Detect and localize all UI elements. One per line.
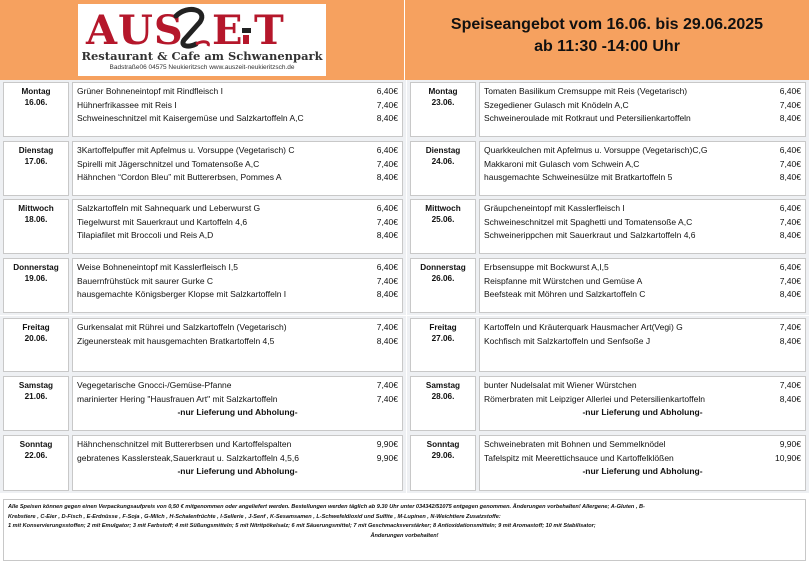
menu-item: [484, 144, 801, 158]
menu-item: [484, 202, 801, 216]
dish-price: 7,40€: [779, 158, 801, 169]
menu-item: [77, 452, 398, 466]
footer-line: 1 mit Konservierungsstoffen; 2 mit Emulgator; 3 mit Farbstoff; 4 mit Süßungsmitteln; 5 mit Nitritpökelsalz; 6 mit Säuerungsmittel; 7 mit Geschmacksverstärker; 8 Antioxidationsmitteln; 9 mit Aromastoff; 10 mit Stabilisator;: [8, 523, 596, 530]
dish-price: 10,90€: [775, 452, 801, 463]
day-cell: [410, 199, 476, 254]
day-cell: [3, 199, 69, 254]
dish-price: 8,40€: [779, 172, 801, 182]
dish-name: Makkaroni mit Gulasch vom Schwein A,C: [484, 158, 640, 169]
day-name: Dienstag: [425, 146, 461, 155]
day-date: 18.06.: [24, 215, 48, 224]
footer-line: Änderungen vorbehalten!: [370, 532, 439, 539]
page-subtitle-time: ab 11:30 -14:00 Uhr: [534, 38, 680, 55]
dish-price: 8,40€: [779, 113, 801, 123]
menu-item: [77, 85, 398, 99]
menu-item: [77, 202, 398, 216]
menu-cell: [72, 435, 403, 491]
dish-price: 8,40€: [779, 335, 801, 346]
day-date: 27.06.: [431, 334, 455, 343]
dish-price: 6,40€: [376, 203, 398, 213]
dish-name: Gräupcheneintopf mit Kasslerfleisch I: [484, 203, 625, 213]
dish-name: bunter Nudelsalat mit Wiener Würstchen: [484, 380, 637, 390]
dish-name: Kartoffeln und Kräuterquark Hausmacher Art(Vegi) G: [484, 322, 683, 332]
dish-price: 7,40€: [779, 216, 801, 227]
menu-item: [77, 99, 398, 113]
day-date: 24.06.: [431, 157, 455, 166]
dish-price: 6,40€: [779, 86, 801, 96]
menu-item: [77, 261, 398, 275]
day-cell: [3, 141, 69, 196]
delivery-note: -nur Lieferung und Abholung-: [582, 466, 703, 476]
menu-item: [484, 158, 801, 172]
menu-item: [77, 171, 398, 185]
menu-item: [77, 393, 398, 407]
dish-name: Tilapiafilet mit Broccoli und Reis A,D: [77, 230, 214, 240]
day-name: Mittwoch: [18, 204, 54, 213]
menu-item: [484, 393, 801, 407]
dish-name: Gurkensalat mit Rührei und Salzkartoffeln (Vegetarisch): [77, 322, 287, 332]
menu-item: [484, 229, 801, 243]
dish-name: Grüner Bohneneintopf mit Rindfleisch I: [77, 86, 223, 96]
day-name: Sonntag: [426, 440, 460, 449]
menu-cell: [479, 141, 806, 196]
page-title: Speiseangebot vom 16.06. bis 29.06.2025: [450, 16, 764, 33]
dish-name: Hühnerfrikassee mit Reis I: [77, 99, 177, 110]
day-name: Freitag: [429, 323, 457, 332]
menu-item: [77, 216, 398, 230]
day-date: 25.06.: [431, 215, 455, 224]
day-name: Montag: [428, 87, 458, 96]
dish-name: Zigeunersteak mit hausgemachten Bratkartoffeln 4,5: [77, 335, 275, 346]
dish-name: Schweinerippchen mit Sauerkraut und Salzkartoffeln 4,6: [484, 230, 696, 240]
footer-notes: [3, 499, 806, 561]
menu-cell: [72, 199, 403, 254]
day-name: Donnerstag: [420, 263, 466, 272]
dish-price: 9,90€: [779, 439, 801, 449]
dish-name: Hähnchen “Cordon Bleu” mit Buttererbsen, Pommes A: [77, 172, 282, 182]
menu-item: [77, 275, 398, 289]
menu-item: [484, 112, 801, 126]
day-date: 19.06.: [24, 274, 48, 283]
menu-cell: [479, 435, 806, 491]
menu-item: [77, 229, 398, 243]
menu-cell: [72, 141, 403, 196]
dish-name: Vegegetarische Gnocci-/Gemüse-Pfanne: [77, 380, 232, 390]
dish-price: 7,40€: [779, 380, 801, 390]
day-date: 26.06.: [431, 274, 455, 283]
dish-price: 8,40€: [376, 113, 398, 123]
day-cell: [410, 318, 476, 372]
dish-name: hausgemachte Schweinesülze mit Bratkartoffeln 5: [484, 172, 673, 182]
dish-name: Römerbraten mit Leipziger Allerlei und Petersilienkartoffeln: [484, 393, 705, 404]
dish-price: 7,40€: [376, 158, 398, 169]
day-cell: [410, 435, 476, 491]
menu-item: [484, 216, 801, 230]
delivery-note: -nur Lieferung und Abholung-: [177, 466, 298, 476]
menu-cell: [479, 258, 806, 313]
menu-item: [484, 379, 801, 393]
dish-name: Erbsensuppe mit Bockwurst A,I,5: [484, 262, 609, 272]
logo-address: Badstraße06 04575 Neukieritzsch www.auszeit-neukieritzsch.de: [109, 64, 295, 71]
dish-name: Schweineroulade mit Rotkraut und Petersilienkartoffeln: [484, 113, 691, 123]
menu-item: [484, 288, 801, 302]
day-name: Freitag: [22, 323, 50, 332]
day-name: Sonntag: [19, 440, 53, 449]
day-date: 22.06.: [24, 451, 48, 460]
delivery-note: -nur Lieferung und Abholung-: [177, 407, 298, 417]
dish-name: Beefsteak mit Möhren und Salzkartoffeln C: [484, 289, 646, 299]
logo-subtitle: Restaurant & Cafe am Schwanenpark: [81, 49, 323, 63]
svg-text:E: E: [212, 7, 243, 50]
dish-name: 3Kartoffelpuffer mit Apfelmus u. Vorsuppe (Vegetarisch) C: [77, 145, 295, 155]
dish-price: 8,40€: [376, 335, 398, 346]
day-cell: [3, 318, 69, 372]
day-date: 20.06.: [24, 334, 48, 343]
dish-name: hausgemachte Königsberger Klopse mit Salzkartoffeln I: [77, 289, 287, 299]
dish-price: 7,40€: [376, 393, 398, 404]
dish-price: 6,40€: [376, 145, 398, 155]
day-date: 29.06.: [431, 451, 455, 460]
footer-line: Krebstiere , C-Eier , D-Fisch , E-Erdnüsse , F-Soja , G-Milch , H-Schalenfrüchte , I-Sellerie , J-Senf , K-Sesamsamen , L-Schwefeldioxid und Sulfite , M-Lupinen , N-Weichtiere Zusatzstoffe:: [8, 513, 501, 520]
day-name: Mittwoch: [425, 204, 461, 213]
menu-item: [77, 379, 398, 393]
logo: [78, 4, 326, 76]
menu-item: [484, 321, 801, 335]
dish-price: 7,40€: [376, 322, 398, 332]
delivery-note: -nur Lieferung und Abholung-: [582, 407, 703, 417]
menu-cell: [72, 258, 403, 313]
menu-cell: [72, 82, 403, 137]
menu-cell: [72, 376, 403, 431]
day-cell: [410, 141, 476, 196]
day-cell: [410, 82, 476, 137]
menu-item: [484, 171, 801, 185]
dish-price: 7,40€: [779, 275, 801, 286]
dish-name: Szegediener Gulasch mit Knödeln A,C: [484, 99, 629, 110]
day-name: Samstag: [425, 381, 461, 390]
menu-item: [484, 438, 801, 452]
dish-name: marinierter Hering "Hausfrauen Art" mit Salzkartoffeln: [77, 393, 278, 404]
dish-price: 6,40€: [779, 203, 801, 213]
menu-item: [484, 275, 801, 289]
dish-name: Weise Bohneneintopf mit Kasslerfleisch I,5: [77, 262, 238, 272]
dish-name: Tomaten Basilikum Cremsuppe mit Reis (Vegetarisch): [484, 86, 688, 96]
dish-price: 7,40€: [376, 99, 398, 110]
day-date: 23.06.: [431, 98, 455, 107]
day-cell: [410, 258, 476, 313]
day-cell: [410, 376, 476, 431]
menu-item: [77, 112, 398, 126]
menu-cell: [479, 376, 806, 431]
dish-price: 8,40€: [376, 289, 398, 299]
dish-name: Schweineschnitzel mit Kaisergemüse und Salzkartoffeln A,C: [77, 113, 304, 123]
menu-item: [484, 99, 801, 113]
svg-text:T: T: [254, 7, 284, 50]
day-date: 21.06.: [24, 392, 48, 401]
menu-item: [77, 438, 398, 452]
dish-name: Reispfanne mit Würstchen und Gemüse A: [484, 275, 643, 286]
day-date: 17.06.: [24, 157, 48, 166]
menu-item: [484, 335, 801, 349]
menu-item: [77, 144, 398, 158]
menu-item: [77, 158, 398, 172]
dish-name: Quarkkeulchen mit Apfelmus u. Vorsuppe (Vegetarisch)C,G: [484, 145, 708, 155]
menu-item: [484, 85, 801, 99]
logo-wordmark-icon: [84, 6, 320, 50]
dish-price: 7,40€: [376, 380, 398, 390]
day-cell: [3, 258, 69, 313]
day-cell: [3, 376, 69, 431]
menu-cell: [479, 199, 806, 254]
menu-item: [484, 452, 801, 466]
day-date: 16.06.: [24, 98, 48, 107]
menu-item: [77, 321, 398, 335]
dish-price: 8,40€: [779, 289, 801, 299]
dish-name: Kochfisch mit Salzkartoffeln und Senfsoße J: [484, 335, 651, 346]
dish-price: 6,40€: [376, 86, 398, 96]
day-name: Montag: [21, 87, 51, 96]
dish-price: 7,40€: [779, 99, 801, 110]
dish-name: Spirelli mit Jägerschnitzel und Tomatensoße A,C: [77, 158, 260, 169]
dish-name: Schweinebraten mit Bohnen und Semmelknödel: [484, 439, 666, 449]
menu-item: [77, 335, 398, 349]
footer-line: Alle Speisen können gegen einen Verpackungsaufpreis von 0,50 € mitgenommen oder angeliefert werden. Bestellungen werden täglich ab 9.30 Uhr unter 034342/51075 entgegen genommen. Änderungen vorbehalten! Allergene; A-Gluten , B-: [8, 504, 645, 510]
dish-name: Bauernfrühstück mit saurer Gurke C: [77, 275, 214, 286]
dish-name: Tafelspitz mit Meerettichsauce und Kartoffelklößen: [484, 452, 674, 463]
menu-item: [77, 288, 398, 302]
dish-price: 9,90€: [376, 452, 398, 463]
svg-text:AUS: AUS: [86, 7, 184, 50]
dish-price: 8,40€: [779, 393, 801, 404]
menu-item: [484, 261, 801, 275]
dish-price: 8,40€: [376, 172, 398, 182]
dish-price: 6,40€: [376, 262, 398, 272]
dish-price: 7,40€: [376, 216, 398, 227]
dish-name: Schweineschnitzel mit Spaghetti und Tomatensoße A,C: [484, 216, 693, 227]
menu-cell: [479, 82, 806, 137]
dish-name: Tiegelwurst mit Sauerkraut und Kartoffeln 4,6: [77, 216, 248, 227]
dish-name: Salzkartoffeln mit Sahnequark und Leberwurst G: [77, 203, 261, 213]
day-cell: [3, 82, 69, 137]
menu-cell: [72, 318, 403, 372]
day-name: Donnerstag: [13, 263, 59, 272]
dish-price: 6,40€: [779, 262, 801, 272]
day-name: Samstag: [18, 381, 54, 390]
dish-price: 8,40€: [376, 230, 398, 240]
dish-name: gebratenes Kasslersteak,Sauerkraut u. Salzkartoffeln 4,5,6: [77, 452, 299, 463]
menu-cell: [479, 318, 806, 372]
dish-price: 9,90€: [376, 439, 398, 449]
day-name: Dienstag: [18, 146, 54, 155]
dish-price: 7,40€: [779, 322, 801, 332]
dish-name: Hähnchenschnitzel mit Buttererbsen und Kartoffelspalten: [77, 439, 292, 449]
day-cell: [3, 435, 69, 491]
dish-price: 8,40€: [779, 230, 801, 240]
dish-price: 6,40€: [779, 145, 801, 155]
day-date: 28.06.: [431, 392, 455, 401]
dish-price: 7,40€: [376, 275, 398, 286]
